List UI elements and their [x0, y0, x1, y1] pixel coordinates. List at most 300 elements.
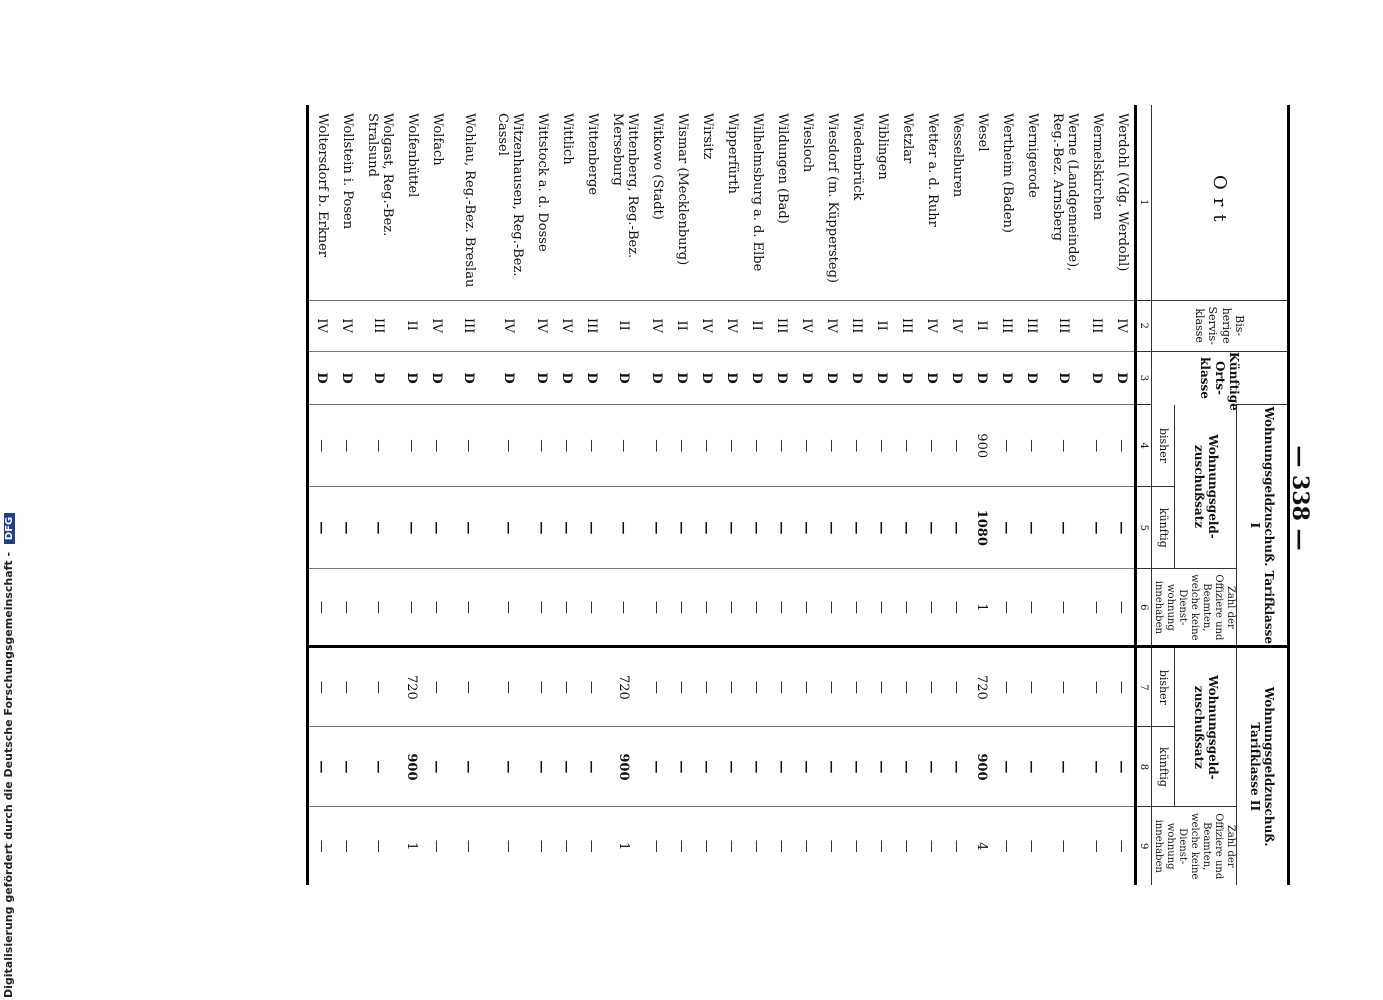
cell-t1-kuenftig: —	[794, 487, 819, 569]
cell-t2-bisher: —	[529, 647, 554, 727]
cell-t1-zahl: —	[604, 569, 644, 647]
cell-kuenftige-klasse: D	[449, 351, 489, 404]
cell-ort: Wesel	[974, 113, 990, 152]
cell-ort: Witkowo (Stadt)	[649, 113, 665, 220]
cell-t1-zahl: —	[1084, 569, 1109, 647]
cell-kuenftige-klasse: D	[529, 351, 554, 404]
rotated-table-container	[205, 105, 1290, 885]
cell-ort: Witzenhausen, Reg.-Bez. Cassel	[495, 113, 525, 277]
cell-t1-zahl: —	[1109, 569, 1136, 647]
cell-kuenftige-klasse: D	[669, 351, 694, 404]
table-row	[489, 105, 529, 885]
col-number: 6	[1136, 569, 1152, 647]
cell-bisherige-klasse: III	[1084, 300, 1109, 351]
cell-t1-bisher: —	[1084, 405, 1109, 487]
cell-ort: Wittlich	[559, 113, 575, 165]
table-row	[644, 105, 669, 885]
cell-t1-bisher: —	[308, 405, 335, 487]
cell-t1-bisher: —	[769, 405, 794, 487]
cell-t1-kuenftig: —	[944, 487, 969, 569]
cell-t1-zahl: —	[869, 569, 894, 647]
table-row	[529, 105, 554, 885]
cell-t1-bisher: —	[919, 405, 944, 487]
cell-t1-bisher: —	[449, 405, 489, 487]
cell-ort: Wittenberge	[584, 113, 600, 196]
table-row	[1019, 105, 1044, 885]
cell-t2-bisher: —	[769, 647, 794, 727]
cell-t1-kuenftig: —	[554, 487, 579, 569]
table-row	[869, 105, 894, 885]
table-row	[554, 105, 579, 885]
cell-t1-kuenftig: —	[399, 487, 424, 569]
table-row	[359, 105, 399, 885]
cell-t2-kuenftig: —	[424, 727, 449, 807]
cell-ort: Wertheim (Baden)	[999, 113, 1015, 233]
header-t1-zahl: Zahl der Offiziere und Beamten, welche keine Dienst-wohnung innehaben	[1152, 569, 1237, 647]
cell-t2-zahl: —	[1084, 807, 1109, 885]
cell-kuenftige-klasse: D	[869, 351, 894, 404]
cell-t2-kuenftig: 900	[969, 727, 994, 807]
table-row	[844, 105, 869, 885]
cell-t1-bisher: —	[554, 405, 579, 487]
cell-ort: Wiblingen	[874, 113, 890, 180]
cell-t2-bisher: —	[1019, 647, 1044, 727]
cell-t1-kuenftig: —	[489, 487, 529, 569]
cell-t2-kuenftig: 900	[604, 727, 644, 807]
cell-t1-kuenftig: —	[1109, 487, 1136, 569]
col-number: 3	[1136, 351, 1152, 404]
cell-t2-bisher: —	[359, 647, 399, 727]
cell-t2-zahl: —	[719, 807, 744, 885]
cell-t1-kuenftig: —	[1019, 487, 1044, 569]
cell-t1-zahl: —	[359, 569, 399, 647]
cell-t1-bisher: —	[644, 405, 669, 487]
cell-t1-kuenftig: —	[869, 487, 894, 569]
cell-ort: Wolfenbüttel	[404, 113, 420, 198]
cell-t2-bisher: 720	[969, 647, 994, 727]
cell-t1-kuenftig: —	[424, 487, 449, 569]
cell-t1-zahl: —	[694, 569, 719, 647]
cell-t2-bisher: —	[894, 647, 919, 727]
cell-t2-kuenftig: —	[529, 727, 554, 807]
cell-bisherige-klasse: III	[1044, 300, 1084, 351]
cell-kuenftige-klasse: D	[844, 351, 869, 404]
cell-t2-kuenftig: —	[449, 727, 489, 807]
cell-kuenftige-klasse: D	[1109, 351, 1136, 404]
cell-t2-bisher: —	[744, 647, 769, 727]
cell-t2-bisher: —	[919, 647, 944, 727]
cell-t2-bisher: —	[579, 647, 604, 727]
cell-bisherige-klasse: IV	[719, 300, 744, 351]
cell-bisherige-klasse: IV	[308, 300, 335, 351]
cell-t1-bisher: —	[719, 405, 744, 487]
cell-bisherige-klasse: III	[579, 300, 604, 351]
cell-t1-bisher: —	[334, 405, 359, 487]
cell-t1-bisher: —	[489, 405, 529, 487]
cell-t1-bisher: —	[1109, 405, 1136, 487]
dfg-logo-icon: DFG	[4, 513, 15, 544]
cell-t2-zahl: —	[1019, 807, 1044, 885]
col-number: 9	[1136, 807, 1152, 885]
cell-bisherige-klasse: II	[399, 300, 424, 351]
cell-t2-zahl: —	[819, 807, 844, 885]
cell-t2-kuenftig: —	[1109, 727, 1136, 807]
cell-t1-zahl: —	[399, 569, 424, 647]
table-row	[449, 105, 489, 885]
cell-t2-bisher: —	[694, 647, 719, 727]
wohnungsgeld-table	[306, 105, 1290, 885]
cell-bisherige-klasse: III	[894, 300, 919, 351]
header-t2-kuenftig: künftig	[1152, 727, 1175, 807]
cell-t2-zahl: —	[424, 807, 449, 885]
cell-t2-kuenftig: —	[1019, 727, 1044, 807]
cell-bisherige-klasse: IV	[919, 300, 944, 351]
cell-t2-kuenftig: —	[744, 727, 769, 807]
table-row	[794, 105, 819, 885]
cell-t1-kuenftig: —	[844, 487, 869, 569]
cell-ort: Wesselburen	[949, 113, 965, 198]
cell-kuenftige-klasse: D	[769, 351, 794, 404]
table-row	[994, 105, 1019, 885]
table-row	[819, 105, 844, 885]
cell-bisherige-klasse: IV	[944, 300, 969, 351]
header-t2-zahl: Zahl der Offiziere und Beamten, welche keine Dienst-wohnung innehaben	[1152, 807, 1237, 885]
cell-t1-zahl: —	[424, 569, 449, 647]
col-number: 7	[1136, 647, 1152, 727]
cell-ort: Wolgast, Reg.-Bez. Stralsund	[365, 113, 395, 237]
cell-t2-zahl: —	[579, 807, 604, 885]
cell-t2-zahl: —	[334, 807, 359, 885]
table-row	[604, 105, 644, 885]
table-row	[894, 105, 919, 885]
cell-t1-bisher: —	[359, 405, 399, 487]
cell-t1-kuenftig: —	[769, 487, 794, 569]
cell-t2-zahl: —	[554, 807, 579, 885]
cell-bisherige-klasse: III	[844, 300, 869, 351]
cell-kuenftige-klasse: D	[919, 351, 944, 404]
cell-bisherige-klasse: IV	[424, 300, 449, 351]
cell-t1-bisher: —	[844, 405, 869, 487]
cell-t2-kuenftig: —	[819, 727, 844, 807]
cell-t2-zahl: —	[1109, 807, 1136, 885]
cell-t1-zahl: 1	[969, 569, 994, 647]
cell-bisherige-klasse: III	[449, 300, 489, 351]
cell-bisherige-klasse: III	[769, 300, 794, 351]
cell-t2-bisher: —	[869, 647, 894, 727]
cell-t2-bisher: —	[554, 647, 579, 727]
header-tarifklasse-1: Wohnungsgeldzuschuß. Tarifklasse I	[1237, 405, 1289, 647]
cell-kuenftige-klasse: D	[579, 351, 604, 404]
cell-bisherige-klasse: II	[669, 300, 694, 351]
cell-t1-zahl: —	[449, 569, 489, 647]
credit-text: Digitalisierung gefördert durch die Deutsche Forschungsgemeinschaft -	[2, 551, 15, 998]
cell-t1-kuenftig: 1080	[969, 487, 994, 569]
table-row	[769, 105, 794, 885]
cell-kuenftige-klasse: D	[359, 351, 399, 404]
cell-ort: Wernigerode	[1024, 113, 1040, 198]
col-number: 1	[1136, 105, 1152, 300]
cell-t2-zahl: —	[1044, 807, 1084, 885]
cell-bisherige-klasse: III	[1019, 300, 1044, 351]
table-row	[969, 105, 994, 885]
cell-t1-kuenftig: —	[919, 487, 944, 569]
cell-t2-kuenftig: —	[669, 727, 694, 807]
cell-kuenftige-klasse: D	[819, 351, 844, 404]
cell-ort: Wittstock a. d. Dosse	[534, 113, 550, 252]
header-t2-zuschusssatz: Wohnungsgeld-zuschußsatz	[1175, 647, 1237, 807]
cell-t1-zahl: —	[579, 569, 604, 647]
cell-bisherige-klasse: IV	[334, 300, 359, 351]
cell-bisherige-klasse: IV	[644, 300, 669, 351]
cell-ort: Werdohl (Vdg. Werdohl)	[1114, 113, 1130, 272]
cell-t1-bisher: —	[424, 405, 449, 487]
cell-t2-kuenftig: —	[359, 727, 399, 807]
cell-ort: Wiesdorf (m. Küppersteg)	[824, 113, 840, 283]
cell-bisherige-klasse: IV	[694, 300, 719, 351]
cell-kuenftige-klasse: D	[334, 351, 359, 404]
cell-t2-kuenftig: —	[844, 727, 869, 807]
header-t1-kuenftig: künftig	[1152, 487, 1175, 569]
cell-ort: Wiedenbrück	[849, 113, 865, 201]
cell-ort: Wipperfürth	[724, 113, 740, 194]
cell-kuenftige-klasse: D	[744, 351, 769, 404]
table-row	[944, 105, 969, 885]
cell-kuenftige-klasse: D	[489, 351, 529, 404]
cell-t2-bisher: 720	[399, 647, 424, 727]
cell-t1-zahl: —	[994, 569, 1019, 647]
cell-kuenftige-klasse: D	[944, 351, 969, 404]
col-number: 8	[1136, 727, 1152, 807]
col-number: 4	[1136, 405, 1152, 487]
cell-t1-kuenftig: —	[644, 487, 669, 569]
table-row	[669, 105, 694, 885]
cell-t2-zahl: —	[529, 807, 554, 885]
cell-t1-kuenftig: —	[334, 487, 359, 569]
cell-t1-bisher: —	[744, 405, 769, 487]
cell-kuenftige-klasse: D	[424, 351, 449, 404]
cell-t2-bisher: —	[719, 647, 744, 727]
cell-t2-zahl: —	[769, 807, 794, 885]
cell-t2-bisher: —	[1084, 647, 1109, 727]
cell-t2-zahl: 1	[399, 807, 424, 885]
cell-t2-bisher: —	[794, 647, 819, 727]
cell-t1-bisher: —	[994, 405, 1019, 487]
cell-kuenftige-klasse: D	[604, 351, 644, 404]
cell-t1-zahl: —	[769, 569, 794, 647]
digitization-credit	[2, 8, 15, 998]
cell-t2-bisher: —	[449, 647, 489, 727]
table-row	[744, 105, 769, 885]
cell-t1-zahl: —	[308, 569, 335, 647]
cell-t2-bisher: —	[669, 647, 694, 727]
cell-t2-bisher: —	[944, 647, 969, 727]
cell-t1-zahl: —	[1019, 569, 1044, 647]
cell-ort: Wolfach	[429, 113, 445, 166]
cell-t1-kuenftig: —	[529, 487, 554, 569]
cell-kuenftige-klasse: D	[308, 351, 335, 404]
cell-t2-kuenftig: —	[334, 727, 359, 807]
cell-t2-bisher: —	[819, 647, 844, 727]
cell-t1-zahl: —	[334, 569, 359, 647]
cell-t2-kuenftig: —	[1044, 727, 1084, 807]
cell-t1-zahl: —	[644, 569, 669, 647]
cell-ort: Wetter a. d. Ruhr	[924, 113, 940, 227]
cell-t2-zahl: —	[489, 807, 529, 885]
cell-ort: Wismar (Mecklenburg)	[674, 113, 690, 266]
cell-ort: Wohlau, Reg.-Bez. Breslau	[462, 113, 478, 288]
cell-t2-kuenftig: —	[894, 727, 919, 807]
cell-ort: Woltersdorf b. Erkner	[308, 105, 335, 300]
cell-bisherige-klasse: II	[744, 300, 769, 351]
cell-bisherige-klasse: II	[969, 300, 994, 351]
cell-t2-zahl: —	[644, 807, 669, 885]
cell-t2-bisher: —	[1109, 647, 1136, 727]
cell-t2-kuenftig: —	[554, 727, 579, 807]
cell-t1-zahl: —	[794, 569, 819, 647]
cell-kuenftige-klasse: D	[1019, 351, 1044, 404]
cell-t2-zahl: 1	[604, 807, 644, 885]
cell-t2-zahl: —	[669, 807, 694, 885]
cell-t1-bisher: —	[579, 405, 604, 487]
cell-t1-zahl: —	[669, 569, 694, 647]
cell-t2-kuenftig: —	[579, 727, 604, 807]
cell-bisherige-klasse: IV	[554, 300, 579, 351]
cell-t1-bisher: —	[944, 405, 969, 487]
table-row	[1084, 105, 1109, 885]
cell-t1-kuenftig: —	[744, 487, 769, 569]
cell-t1-zahl: —	[944, 569, 969, 647]
cell-bisherige-klasse: IV	[489, 300, 529, 351]
cell-kuenftige-klasse: D	[794, 351, 819, 404]
cell-t2-kuenftig: —	[869, 727, 894, 807]
cell-bisherige-klasse: II	[869, 300, 894, 351]
cell-t2-bisher: —	[334, 647, 359, 727]
cell-t1-bisher: —	[1019, 405, 1044, 487]
cell-ort: Werne (Landgemeinde), Reg.-Bez. Arnsberg	[1050, 113, 1080, 272]
cell-t1-bisher: —	[399, 405, 424, 487]
cell-t2-kuenftig: —	[944, 727, 969, 807]
cell-bisherige-klasse: IV	[1109, 300, 1136, 351]
cell-kuenftige-klasse: D	[1044, 351, 1084, 404]
cell-t1-kuenftig: —	[1044, 487, 1084, 569]
cell-bisherige-klasse: IV	[794, 300, 819, 351]
cell-ort: Wirsitz	[699, 113, 715, 160]
col-number: 2	[1136, 300, 1152, 351]
cell-t1-zahl: —	[489, 569, 529, 647]
cell-t2-zahl: —	[919, 807, 944, 885]
cell-t2-zahl: —	[944, 807, 969, 885]
cell-t1-bisher: —	[894, 405, 919, 487]
cell-t1-zahl: —	[894, 569, 919, 647]
header-bisherige-servisklasse: Bis-herige Servis-klasse	[1152, 300, 1289, 351]
cell-t2-bisher: —	[1044, 647, 1084, 727]
cell-t1-zahl: —	[554, 569, 579, 647]
cell-t2-bisher: —	[644, 647, 669, 727]
cell-ort: Wittenberg, Reg.-Bez. Merseburg	[610, 113, 640, 259]
table-row	[334, 105, 359, 885]
cell-kuenftige-klasse: D	[969, 351, 994, 404]
cell-t1-bisher: —	[1044, 405, 1084, 487]
header-t1-bisher: bisher	[1152, 405, 1175, 487]
cell-ort: Wermelskirchen	[1089, 113, 1105, 221]
cell-t1-kuenftig: —	[994, 487, 1019, 569]
col-number: 5	[1136, 487, 1152, 569]
cell-t1-zahl: —	[529, 569, 554, 647]
header-t2-bisher: bisher	[1152, 647, 1175, 727]
cell-t1-bisher: —	[819, 405, 844, 487]
cell-t1-bisher: —	[604, 405, 644, 487]
cell-t1-zahl: —	[744, 569, 769, 647]
cell-t1-zahl: —	[719, 569, 744, 647]
table-row	[1044, 105, 1084, 885]
cell-t2-zahl: —	[694, 807, 719, 885]
cell-t2-zahl: 4	[969, 807, 994, 885]
cell-t2-zahl: —	[744, 807, 769, 885]
cell-t2-zahl: —	[869, 807, 894, 885]
cell-kuenftige-klasse: D	[894, 351, 919, 404]
cell-t2-zahl: —	[894, 807, 919, 885]
cell-t1-bisher: 900	[969, 405, 994, 487]
cell-kuenftige-klasse: D	[994, 351, 1019, 404]
cell-ort: Wiesloch	[799, 113, 815, 173]
cell-t2-zahl: —	[308, 807, 335, 885]
cell-t2-zahl: —	[794, 807, 819, 885]
cell-kuenftige-klasse: D	[554, 351, 579, 404]
cell-t2-kuenftig: —	[1084, 727, 1109, 807]
cell-t1-bisher: —	[669, 405, 694, 487]
cell-bisherige-klasse: IV	[529, 300, 554, 351]
table-row	[919, 105, 944, 885]
cell-t1-bisher: —	[794, 405, 819, 487]
page-number: — 338 —	[1287, 445, 1313, 551]
cell-t1-zahl: —	[819, 569, 844, 647]
table-row	[719, 105, 744, 885]
cell-t1-bisher: —	[529, 405, 554, 487]
cell-bisherige-klasse: IV	[819, 300, 844, 351]
cell-t2-kuenftig: 900	[399, 727, 424, 807]
cell-t2-kuenftig: —	[694, 727, 719, 807]
cell-kuenftige-klasse: D	[644, 351, 669, 404]
cell-t2-bisher: —	[424, 647, 449, 727]
cell-kuenftige-klasse: D	[719, 351, 744, 404]
header-tarifklasse-2: Wohnungsgeldzuschuß. Tarifklasse II	[1237, 647, 1289, 885]
cell-t2-bisher: —	[994, 647, 1019, 727]
cell-kuenftige-klasse: D	[399, 351, 424, 404]
cell-ort: Wilhelmsburg a. d. Elbe	[749, 113, 765, 272]
cell-t2-zahl: —	[449, 807, 489, 885]
table-row	[694, 105, 719, 885]
cell-t1-zahl: —	[1044, 569, 1084, 647]
cell-t2-kuenftig: —	[644, 727, 669, 807]
header-kuenftige-ortsklasse: Künftige Orts-klasse	[1152, 351, 1289, 404]
table-row	[1109, 105, 1136, 885]
cell-t2-bisher: —	[844, 647, 869, 727]
cell-t1-kuenftig: —	[604, 487, 644, 569]
cell-t1-kuenftig: —	[359, 487, 399, 569]
cell-t1-kuenftig: —	[894, 487, 919, 569]
cell-t2-zahl: —	[994, 807, 1019, 885]
table-body	[308, 105, 1136, 885]
header-ort: Ort	[1152, 105, 1289, 300]
cell-t1-kuenftig: —	[579, 487, 604, 569]
cell-kuenftige-klasse: D	[694, 351, 719, 404]
cell-t1-kuenftig: —	[669, 487, 694, 569]
cell-bisherige-klasse: II	[604, 300, 644, 351]
cell-bisherige-klasse: III	[994, 300, 1019, 351]
cell-t2-kuenftig: —	[489, 727, 529, 807]
cell-t1-bisher: —	[869, 405, 894, 487]
cell-t1-kuenftig: —	[819, 487, 844, 569]
